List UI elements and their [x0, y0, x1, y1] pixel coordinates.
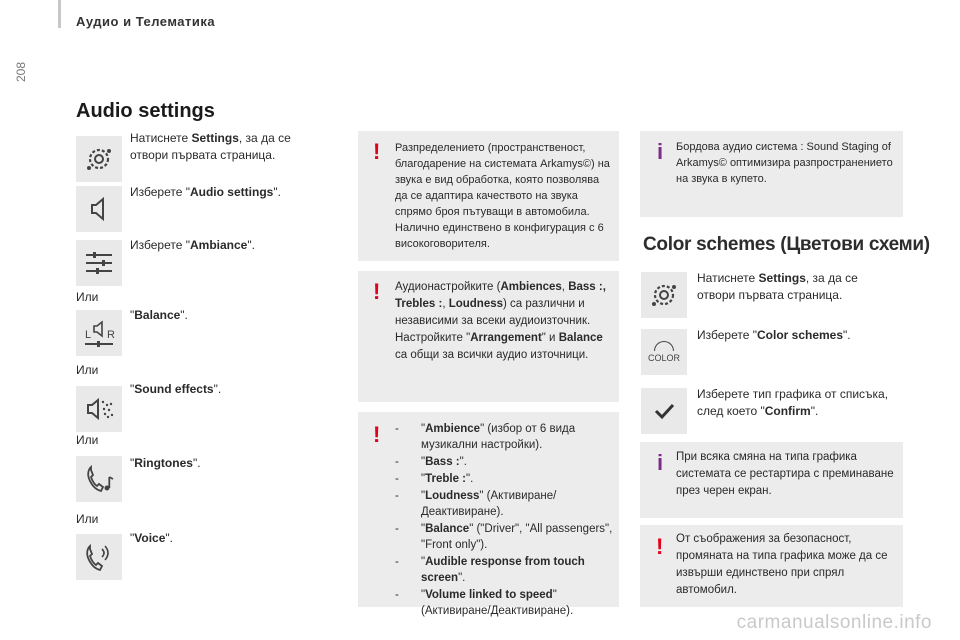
step-audio-text: Изберете "Audio settings".	[130, 185, 281, 199]
list-item: - "Loudness" (Активиране/Деактивиране).	[395, 490, 557, 518]
settings-tile	[76, 136, 122, 182]
voice-tile	[76, 534, 122, 580]
step-ambiance-text: Изберете "Ambiance".	[130, 238, 255, 252]
warning-panel-distribution	[358, 131, 619, 261]
color-schemes-title: Color schemes (Цветови схеми)	[643, 234, 930, 255]
warning-icon: !	[656, 534, 664, 559]
list-item: - "Bass :".	[395, 456, 467, 468]
step-sound-effects-text: "Sound effects".	[130, 382, 222, 396]
or-label: Или	[76, 433, 99, 447]
ringtone-icon	[82, 462, 116, 496]
restart-text: При всяка смяна на типа графика системата се рестартира с преминаване през черен екран.	[676, 451, 894, 497]
speaker-icon	[82, 192, 116, 226]
color-icon: COLOR	[648, 341, 680, 363]
gear-icon	[647, 278, 681, 312]
sound-effects-tile	[76, 386, 122, 432]
header-bar	[58, 0, 61, 28]
audio-settings-note-text: Аудионастройките (Ambiences, Bass :, Trebles :, Loudness) са различни и независими за всеки аудиоизточник. Настройките "Arrangement" и Balance са общи за всички аудио източници.	[395, 281, 606, 361]
checkmark-icon	[647, 394, 681, 428]
color-step-confirm-text: Изберете тип графика от списъка, след което "Confirm".	[697, 387, 889, 418]
or-label: Или	[76, 290, 99, 304]
warning-icon: !	[373, 279, 381, 304]
color-step-settings-text: Натиснете Settings, за да се отвори първата страница.	[697, 271, 858, 302]
safety-text: От съображения за безопасност, промяната на типа графика може да се извърши единствено при спрял автомобил.	[676, 533, 888, 596]
list-item: - "Volume linked to speed" (Активиране/Деактивиране).	[395, 589, 574, 617]
confirm-tile	[641, 388, 687, 434]
step-voice-text: "Voice".	[130, 531, 173, 545]
warning-icon: !	[373, 422, 381, 447]
warning-panel-audio-settings	[358, 271, 619, 402]
svg-text:R: R	[107, 329, 115, 341]
audio-tile	[76, 186, 122, 232]
arkamys-text: Бордова аудио система : Sound Staging of Arkamys© оптимизира разпространението на звука в купето.	[676, 141, 893, 185]
or-label: Или	[76, 512, 99, 526]
list-item: - "Balance" ("Driver", "All passengers", "Front only").	[395, 523, 613, 551]
gear-icon	[82, 142, 116, 176]
list-item: - "Ambience" (избор от 6 вида музикални настройки).	[395, 423, 576, 451]
svg-text:L: L	[85, 329, 92, 341]
step-settings-text: Натиснете Settings, за да се отвори първата страница.	[130, 131, 291, 162]
step-ringtones-text: "Ringtones".	[130, 456, 201, 470]
voice-icon	[82, 540, 116, 574]
balance-icon	[82, 316, 116, 350]
ambiance-tile	[76, 240, 122, 286]
equalizer-icon	[82, 246, 116, 280]
warning-panel-options	[358, 412, 619, 617]
list-item: - "Audible response from touch screen".	[395, 556, 585, 584]
sound-effects-icon	[82, 392, 116, 426]
list-item: - "Treble :".	[395, 473, 474, 485]
warning-icon: !	[373, 139, 381, 164]
ringtones-tile	[76, 456, 122, 502]
options-list	[395, 421, 615, 620]
info-icon: i	[657, 139, 664, 164]
page-title: Audio settings	[76, 100, 215, 122]
page-number: 208	[14, 61, 28, 82]
balance-tile	[76, 310, 122, 356]
warning-panel-safety	[640, 525, 903, 607]
step-balance-text: "Balance".	[130, 308, 188, 322]
color-step-schemes-text: Изберете "Color schemes".	[697, 328, 851, 342]
info-panel-arkamys	[640, 131, 903, 217]
distribution-text: Разпределението (пространственост, благодарение на системата Arkamys©) на звука е вид обработка, която позволява да се адаптира качеството на звука спрямо броя пътуващи в автомобила. Налично единствено в конфигурация с 6 високоговорителя.	[395, 142, 610, 250]
info-icon: i	[657, 450, 664, 475]
settings-tile	[641, 272, 687, 318]
section-header: Аудио и Телематика	[76, 14, 216, 29]
info-panel-restart	[640, 442, 903, 518]
color-tile	[641, 329, 687, 375]
watermark: carmanualsonline.info	[736, 612, 932, 633]
or-label: Или	[76, 363, 99, 377]
